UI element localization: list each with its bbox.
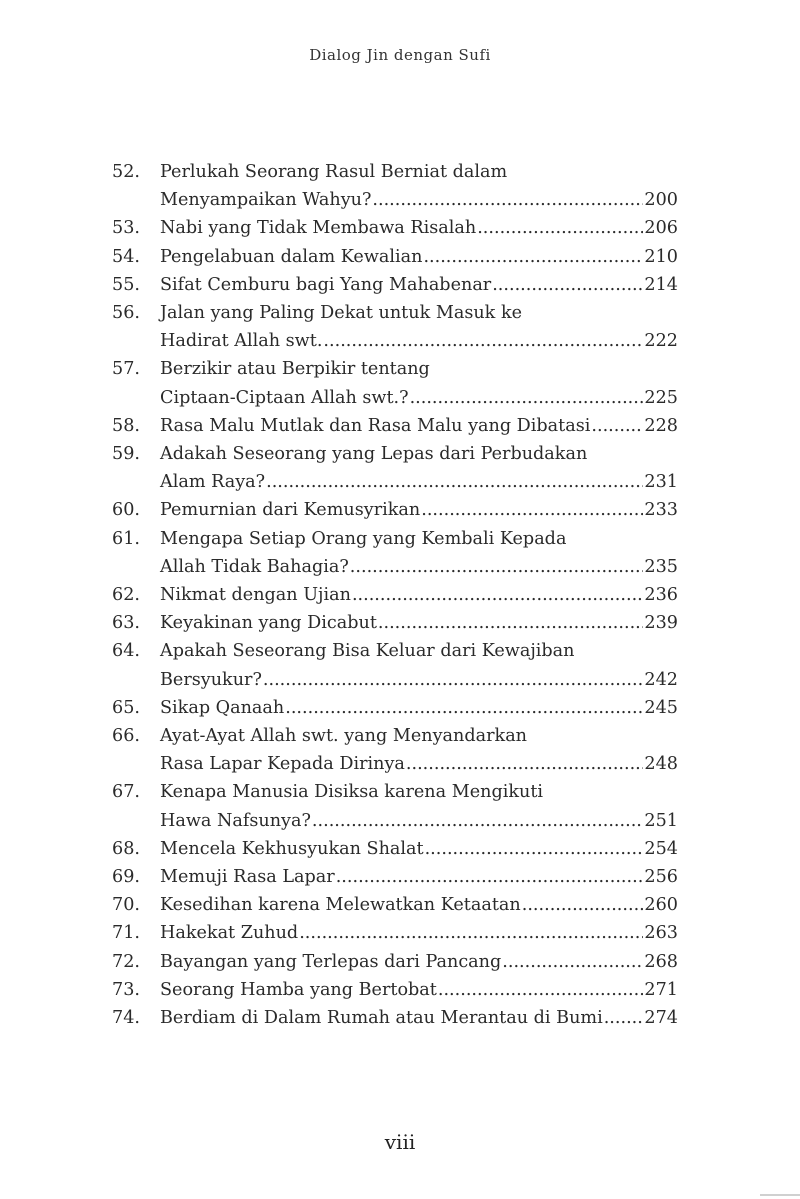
toc-entry xyxy=(112,919,678,947)
dot-leader xyxy=(266,468,643,496)
toc-entry-title-line: Rasa Lapar Kepada Dirinya xyxy=(160,754,405,775)
dot-leader xyxy=(312,807,643,835)
dot-leader xyxy=(336,863,644,891)
toc-entry-page: 231 xyxy=(644,472,678,493)
toc-entry-page: 200 xyxy=(644,190,678,211)
toc-entry-title-line: Pemurnian dari Kemusyrikan xyxy=(160,500,421,521)
toc-entry-number: 52. xyxy=(112,162,140,182)
toc-entry-title-line: Keyakinan yang Dicabut xyxy=(160,613,377,634)
dot-leader xyxy=(350,553,644,581)
toc-entry xyxy=(112,722,678,778)
toc-entry xyxy=(112,863,678,891)
toc-entry-page: 268 xyxy=(644,951,678,972)
toc-entry-title-line: Mencela Kekhusyukan Shalat xyxy=(160,838,424,859)
toc-entry-page: 235 xyxy=(644,556,678,577)
toc-entry-page: 260 xyxy=(644,895,678,916)
toc-entry-page: 271 xyxy=(644,979,678,1000)
toc-entry xyxy=(112,440,678,496)
dot-leader xyxy=(502,948,643,976)
toc-entry-number: 55. xyxy=(112,274,140,295)
toc-entry-number: 67. xyxy=(112,782,140,803)
dot-leader xyxy=(263,666,644,694)
dot-leader xyxy=(477,214,643,242)
running-title: Dialog Jin dengan Sufi xyxy=(309,46,491,64)
toc-entry-title-line: Berzikir atau Berpikir tentang xyxy=(160,359,430,380)
toc-entry-title-line: Memuji Rasa Lapar xyxy=(160,867,335,888)
toc-entry-number: 64. xyxy=(112,641,140,662)
toc-entry-number: 56. xyxy=(112,303,140,324)
toc-entry xyxy=(112,271,678,299)
toc-entry-title-line: Alam Raya? xyxy=(160,472,266,493)
toc-entry-number: 74. xyxy=(112,1008,140,1029)
toc-entry-title-line: Bayangan yang Terlepas dari Pancang xyxy=(160,951,502,972)
dot-leader xyxy=(299,919,643,947)
toc-entry xyxy=(112,158,678,214)
toc-entry xyxy=(112,835,678,863)
toc-entry-number: 68. xyxy=(112,838,140,859)
toc-entry xyxy=(112,214,678,242)
dot-leader xyxy=(410,384,644,412)
toc-entry-page: 233 xyxy=(644,500,678,521)
toc-entry-title-line: Pengelabuan dalam Kewalian xyxy=(160,246,423,267)
toc-entry-number: 70. xyxy=(112,895,140,916)
toc-entry xyxy=(112,525,678,581)
toc-entry-page: 210 xyxy=(644,246,678,267)
table-of-contents xyxy=(112,158,678,1032)
toc-entry-number: 71. xyxy=(112,923,140,944)
toc-entry-title-line: Menyampaikan Wahyu? xyxy=(160,190,372,211)
toc-entry xyxy=(112,891,678,919)
toc-entry xyxy=(112,637,678,693)
dot-leader xyxy=(323,327,643,355)
toc-entry xyxy=(112,355,678,411)
dot-leader xyxy=(591,412,643,440)
toc-entry-title-line: Nikmat dengan Ujian xyxy=(160,585,351,606)
toc-entry-number: 59. xyxy=(112,444,140,465)
dot-leader xyxy=(421,496,643,524)
dot-leader xyxy=(372,186,643,214)
toc-entry xyxy=(112,412,678,440)
toc-entry-title-line: Kenapa Manusia Disiksa karena Mengikuti xyxy=(160,782,544,803)
toc-entry-title-line: Seorang Hamba yang Bertobat xyxy=(160,979,437,1000)
dot-leader xyxy=(492,271,643,299)
toc-entry-page: 245 xyxy=(644,697,678,718)
toc-entry-number: 61. xyxy=(112,528,140,549)
toc-entry-number: 65. xyxy=(112,697,140,718)
toc-entry xyxy=(112,778,678,834)
toc-entry xyxy=(112,1004,678,1032)
toc-entry-page: 214 xyxy=(644,274,678,295)
toc-entry-title-line: Nabi yang Tidak Membawa Risalah xyxy=(160,218,477,239)
toc-entry-number: 73. xyxy=(112,979,140,1000)
toc-entry-title-line: Rasa Malu Mutlak dan Rasa Malu yang Dibatasi xyxy=(160,415,591,436)
toc-entry xyxy=(112,976,678,1004)
toc-entry-title-line: Bersyukur? xyxy=(160,669,262,690)
toc-entry-number: 66. xyxy=(112,726,140,747)
toc-entry-page: 242 xyxy=(644,669,678,690)
toc-entry-number: 72. xyxy=(112,951,140,972)
toc-entry-number: 69. xyxy=(112,867,140,888)
dot-leader xyxy=(352,581,643,609)
scan-edge-mark xyxy=(760,1194,800,1196)
toc-entry-title-line: Hadirat Allah swt. xyxy=(160,331,323,352)
toc-entry xyxy=(112,243,678,271)
toc-entry-title-line: Mengapa Setiap Orang yang Kembali Kepada xyxy=(160,528,567,549)
toc-entry-page: 236 xyxy=(644,585,678,606)
toc-entry-title-line: Allah Tidak Bahagia? xyxy=(160,556,349,577)
toc-entry-title-line: Berdiam di Dalam Rumah atau Merantau di Bumi xyxy=(160,1008,603,1029)
toc-entry-title-line: Perlukah Seorang Rasul Berniat dalam xyxy=(160,162,508,182)
toc-entry-page: 254 xyxy=(644,838,678,859)
toc-entry xyxy=(112,581,678,609)
dot-leader xyxy=(438,976,644,1004)
dot-leader xyxy=(406,750,644,778)
dot-leader xyxy=(604,1004,644,1032)
toc-entry-page: 274 xyxy=(644,1008,678,1029)
toc-entry-title-line: Jalan yang Paling Dekat untuk Masuk ke xyxy=(160,303,523,324)
toc-entry-number: 54. xyxy=(112,246,140,267)
toc-entry xyxy=(112,948,678,976)
dot-leader xyxy=(425,835,644,863)
toc-entry-title-line: Kesedihan karena Melewatkan Ketaatan xyxy=(160,895,521,916)
dot-leader xyxy=(423,243,643,271)
toc-entry-page: 239 xyxy=(644,613,678,634)
toc-entry-number: 60. xyxy=(112,500,140,521)
toc-entry-number: 62. xyxy=(112,585,140,606)
toc-entry-title-line: Ciptaan-Ciptaan Allah swt.? xyxy=(160,387,409,408)
toc-entry-page: 222 xyxy=(644,331,678,352)
toc-entry xyxy=(112,694,678,722)
toc-entry-number: 53. xyxy=(112,218,140,239)
page-number: viii xyxy=(384,1130,416,1154)
toc-entry-page: 263 xyxy=(644,923,678,944)
toc-entry-title-line: Adakah Seseorang yang Lepas dari Perbudakan xyxy=(160,444,588,465)
dot-leader xyxy=(285,694,643,722)
toc-entry xyxy=(112,299,678,355)
toc-entry-title-line: Ayat-Ayat Allah swt. yang Menyandarkan xyxy=(160,726,528,747)
toc-entry-page: 228 xyxy=(644,415,678,436)
toc-entry xyxy=(112,609,678,637)
toc-entry-page: 206 xyxy=(644,218,678,239)
toc-entry-number: 57. xyxy=(112,359,140,380)
toc-entry-page: 248 xyxy=(644,754,678,775)
toc-entry xyxy=(112,496,678,524)
toc-entry-page: 251 xyxy=(644,810,678,831)
toc-entry-title-line: Hakekat Zuhud xyxy=(160,923,299,944)
toc-entry-number: 63. xyxy=(112,613,140,634)
toc-entry-title-line: Apakah Seseorang Bisa Keluar dari Kewajiban xyxy=(160,641,575,662)
toc-entry-number: 58. xyxy=(112,415,140,436)
toc-entry-page: 256 xyxy=(644,867,678,888)
toc-entry-page: 225 xyxy=(644,387,678,408)
toc-entry-title-line: Sikap Qanaah xyxy=(160,697,285,718)
toc-entry-title-line: Sifat Cemburu bagi Yang Mahabenar xyxy=(160,274,492,295)
toc-entry-title-line: Hawa Nafsunya? xyxy=(160,810,311,831)
dot-leader xyxy=(522,891,644,919)
dot-leader xyxy=(378,609,644,637)
